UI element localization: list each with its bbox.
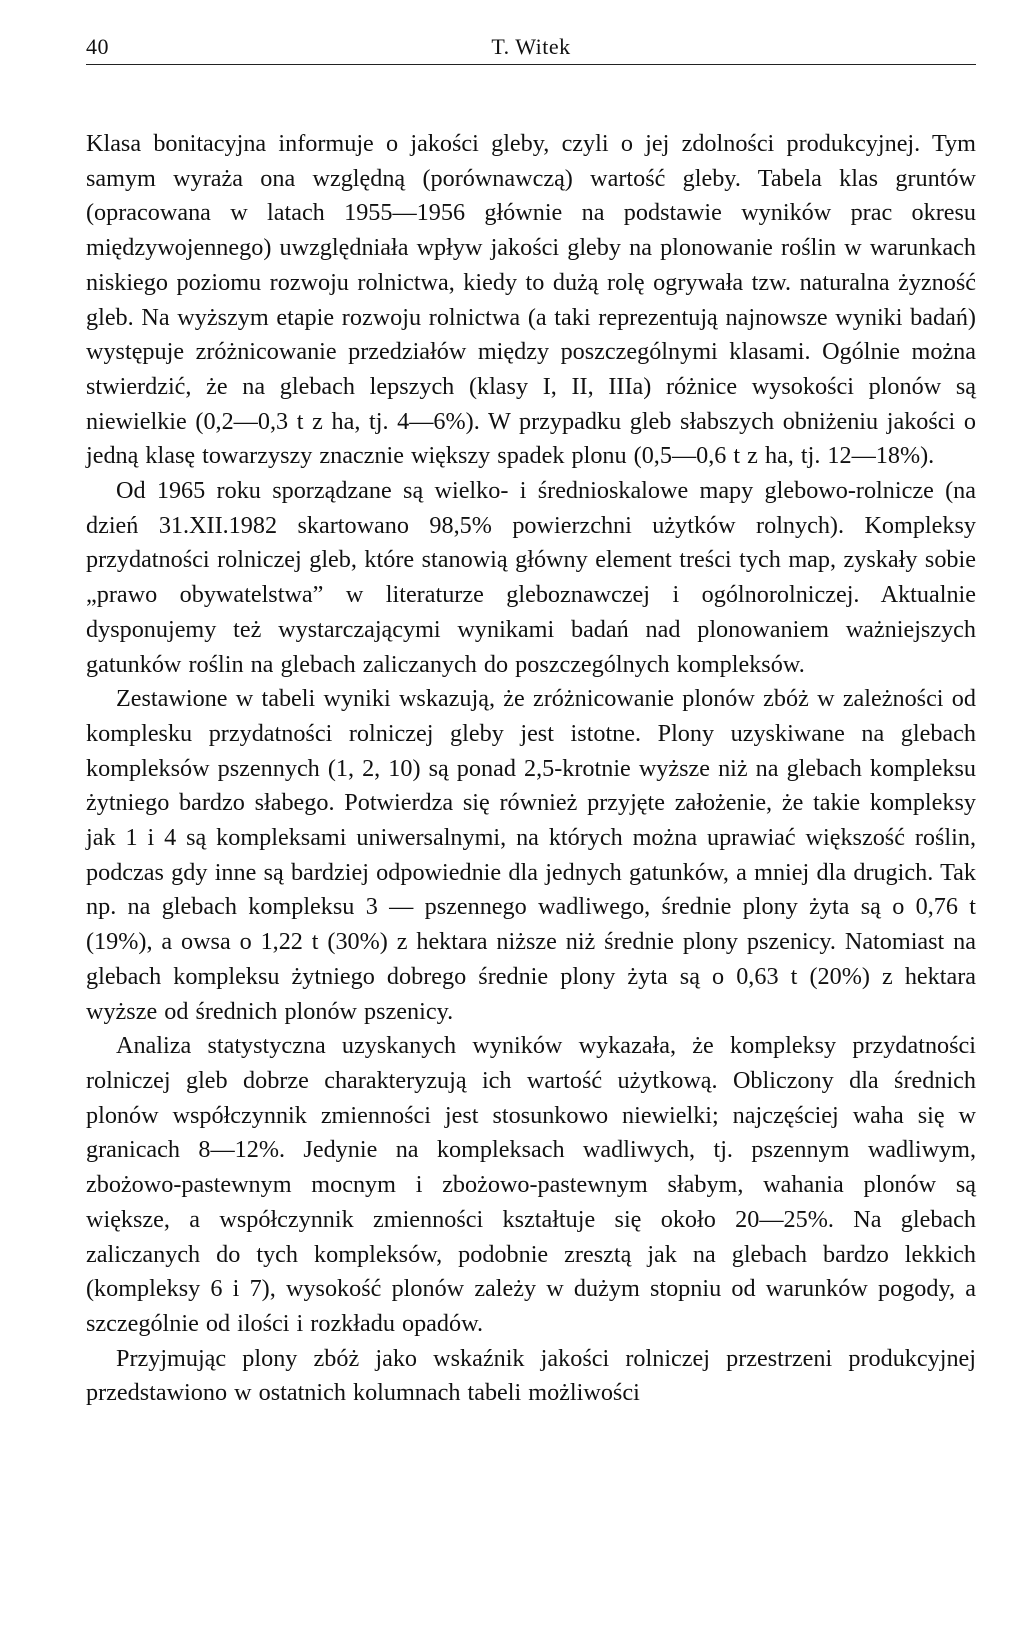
header-rule [86, 64, 976, 65]
paragraph-1: Klasa bonitacyjna informuje o jakości gleby, czyli o jej zdolności produkcyjnej. Tym samym wyraża ona względną (porównawczą) wartość gleby. Tabela klas gruntów (opracowana w latach 1955—1956 głównie na podstawie wyników prac okresu międzywojennego) uwzględniała wpływ jakości gleby na plonowanie roślin w warunkach niskiego poziomu rozwoju rolnictwa, kiedy to dużą rolę ogrywała tzw. naturalna żyzność gleb. Na wyższym etapie rozwoju rolnictwa (a taki reprezentują najnowsze wyniki badań) występuje zróżnicowanie przedziałów między poszczególnymi klasami. Ogólnie można stwierdzić, że na glebach lepszych (klasy I, II, IIIa) różnice wysokości plonów są niewielkie (0,2—0,3 t z ha, tj. 4—6%). W przypadku gleb słabszych obniżeniu jakości o jedną klasę towarzyszy znacznie większy spadek plonu (0,5—0,6 t z ha, tj. 12—18%). [86, 130, 976, 470]
page [86, 30, 976, 1411]
paragraph-4: Analiza statystyczna uzyskanych wyników wykazała, że kompleksy przydatności rolniczej gleb dobrze charakteryzują ich wartość użytkową. Obliczony dla średnich plonów współczynnik zmienności jest stosunkowo niewielki; najczęściej waha się w granicach 8—12%. Jedynie na kompleksach wadliwych, tj. pszennym wadliwym, zbożowo-pastewnym mocnym i zbożowo-pastewnym słabym, wahania plonów są większe, a współczynnik zmienności kształtuje się około 20—25%. Na glebach zaliczanych do tych kompleksów, podobnie zresztą jak na glebach bardzo lekkich (kompleksy 6 i 7), wysokość plonów zależy w dużym stopniu od warunków pogody, a szczególnie od ilości i rozkładu opadów. [86, 1032, 976, 1337]
body-text [86, 127, 976, 1411]
running-head [86, 30, 976, 66]
paragraph-2: Od 1965 roku sporządzane są wielko- i średnioskalowe mapy glebowo-rolnicze (na dzień 31.XII.1982 skartowano 98,5% powierzchni użytków rolnych). Kompleksy przydatności rolniczej gleb, które stanowią główny element treści tych map, zyskały sobie „prawo obywatelstwa” w literaturze gleboznawczej i ogólnorolniczej. Aktualnie dysponujemy też wystarczającymi wynikami badań nad plonowaniem ważniejszych gatunków roślin na glebach zaliczanych do poszczególnych kompleksów. [86, 477, 976, 678]
running-title: T. Witek [491, 34, 571, 59]
paragraph-3: Zestawione w tabeli wyniki wskazują, że zróżnicowanie plonów zbóż w zależności od komplesku przydatności rolniczej gleby jest istotne. Plony uzyskiwane na glebach kompleksów pszennych (1, 2, 10) są ponad 2,5-krotnie wyższe niż na glebach kompleksu żytniego bardzo słabego. Potwierdza się również przyjęte założenie, że takie kompleksy jak 1 i 4 są kompleksami uniwersalnymi, na których można uprawiać większość roślin, podczas gdy inne są bardziej odpowiednie dla jednych gatunków, a mniej dla drugich. Tak np. na glebach kompleksu 3 — pszennego wadliwego, średnie plony żyta są o 0,76 t (19%), a owsa o 1,22 t (30%) z hektara niższe niż średnie plony pszenicy. Natomiast na glebach kompleksu żytniego dobrego średnie plony żyta są o 0,63 t (20%) z hektara wyższe od średnich plonów pszenicy. [86, 685, 976, 1025]
paragraph-5: Przyjmując plony zbóż jako wskaźnik jakości rolniczej przestrzeni produkcyjnej przedstawiono w ostatnich kolumnach tabeli możliwości [86, 1344, 976, 1407]
page-number: 40 [86, 34, 109, 59]
